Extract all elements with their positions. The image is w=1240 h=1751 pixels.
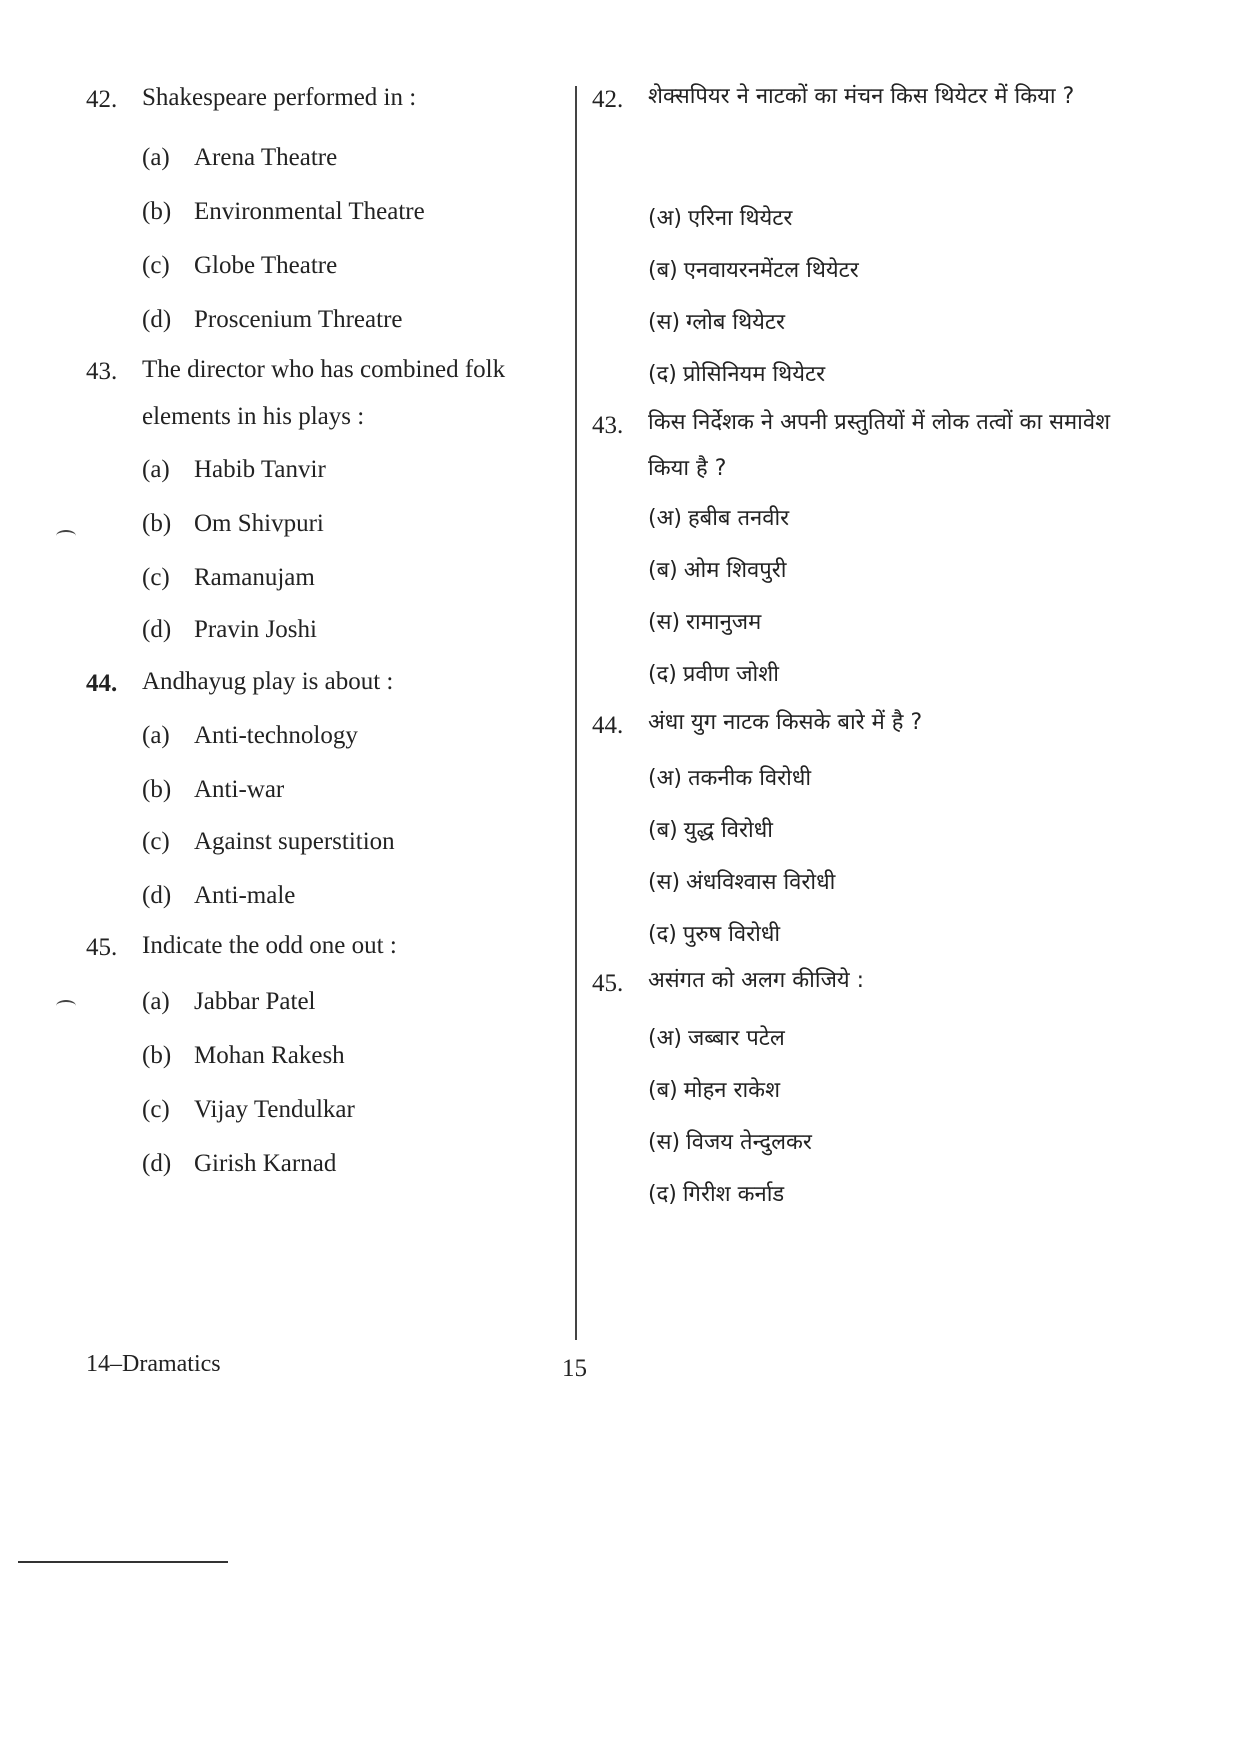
question-stem: असंगत को अलग कीजिये : — [648, 968, 865, 993]
option-label: (d) — [142, 616, 172, 643]
option-label: (a) — [142, 456, 170, 483]
option-label: (स) — [648, 610, 681, 635]
option-text: एनवायरनमेंटल थियेटर — [683, 258, 859, 283]
option-label: (b) — [142, 198, 172, 225]
option-c — [648, 606, 761, 636]
option-label: (a) — [142, 988, 170, 1015]
option-label: (c) — [142, 252, 170, 279]
option-label: (ब) — [648, 818, 678, 843]
option-text: रामानुजम — [686, 610, 762, 635]
option-a — [648, 1022, 785, 1052]
option-text: Ramanujam — [194, 564, 315, 591]
option-a — [142, 456, 326, 484]
option-text: Anti-war — [194, 776, 285, 803]
option-label: (d) — [142, 882, 172, 909]
option-label: (स) — [648, 310, 681, 335]
page-number: 15 — [562, 1355, 587, 1382]
option-d — [648, 1178, 784, 1208]
question-number: 43. — [592, 412, 624, 439]
question-stem: Indicate the odd one out : — [142, 932, 397, 959]
question-number: 45. — [86, 934, 118, 961]
option-d — [648, 658, 779, 688]
question-number: 43. — [86, 358, 118, 385]
option-a — [648, 202, 792, 232]
option-d — [142, 616, 317, 644]
option-text: अंधविश्वास विरोधी — [686, 870, 836, 895]
option-text: Girish Karnad — [194, 1150, 337, 1177]
option-text: Against superstition — [194, 828, 395, 855]
option-text: विजय तेन्दुलकर — [686, 1130, 812, 1155]
option-d — [142, 306, 403, 334]
option-c — [648, 1126, 812, 1156]
option-text: प्रवीण जोशी — [682, 662, 779, 687]
option-c — [648, 306, 785, 336]
question-number: 42. — [592, 86, 624, 113]
option-d — [648, 918, 780, 948]
option-text: Anti-male — [194, 882, 296, 909]
option-text: मोहन राकेश — [683, 1078, 781, 1103]
option-text: Environmental Theatre — [194, 198, 425, 225]
option-text: पुरुष विरोधी — [682, 922, 781, 947]
option-text: Pravin Joshi — [194, 616, 317, 643]
option-label: (ब) — [648, 558, 678, 583]
option-b — [648, 254, 859, 284]
option-c — [142, 1096, 355, 1124]
option-label: (द) — [648, 1182, 677, 1207]
option-text: Arena Theatre — [194, 144, 338, 171]
option-label: (द) — [648, 662, 677, 687]
option-label: (b) — [142, 1042, 172, 1069]
option-label: (c) — [142, 828, 170, 855]
option-text: युद्ध विरोधी — [683, 818, 773, 843]
option-a — [142, 988, 315, 1016]
option-label: (स) — [648, 1130, 681, 1155]
pen-tick-mark — [56, 1000, 76, 1012]
option-label: (a) — [142, 722, 170, 749]
option-a — [142, 144, 337, 172]
option-label: (c) — [142, 1096, 170, 1123]
option-b — [648, 814, 773, 844]
option-text: जब्बार पटेल — [687, 1026, 785, 1051]
option-text: Globe Theatre — [194, 252, 338, 279]
question-stem: अंधा युग नाटक किसके बारे में है ? — [648, 710, 923, 735]
question-stem: Shakespeare performed in : — [142, 84, 417, 111]
option-label: (अ) — [648, 506, 682, 531]
question-stem: किस निर्देशक ने अपनी प्रस्तुतियों में लोक तत्वों का समावेश किया है ? — [648, 410, 1111, 481]
option-text: Jabbar Patel — [194, 988, 316, 1015]
question-number: 45. — [592, 970, 624, 997]
option-text: Om Shivpuri — [194, 510, 324, 537]
option-label: (c) — [142, 564, 170, 591]
option-c — [142, 828, 395, 856]
question-number: 44. — [592, 712, 624, 739]
option-b — [142, 510, 324, 538]
option-text: ओम शिवपुरी — [683, 558, 787, 583]
option-label: (ब) — [648, 1078, 678, 1103]
option-b — [648, 1074, 780, 1104]
option-b — [142, 1042, 345, 1070]
option-label: (अ) — [648, 766, 682, 791]
subject-code: 14–Dramatics — [86, 1351, 221, 1377]
option-text: एरिना थियेटर — [687, 206, 793, 231]
option-a — [648, 502, 789, 532]
option-text: Mohan Rakesh — [194, 1042, 345, 1069]
option-label: (ब) — [648, 258, 678, 283]
option-c — [142, 252, 337, 280]
option-label: (अ) — [648, 206, 682, 231]
option-b — [648, 554, 786, 584]
option-label: (b) — [142, 776, 172, 803]
option-a — [648, 762, 811, 792]
option-label: (d) — [142, 1150, 172, 1177]
option-text: हबीब तनवीर — [687, 506, 790, 531]
option-a — [142, 722, 358, 750]
option-d — [142, 882, 295, 910]
option-label: (द) — [648, 922, 677, 947]
question-stem: The director who has combined folk elements in his plays : — [142, 356, 506, 430]
option-label: (द) — [648, 362, 677, 387]
pen-tick-mark — [56, 530, 76, 542]
question-number: 42. — [86, 86, 118, 113]
option-b — [142, 198, 425, 226]
option-b — [142, 776, 284, 804]
question-number: 44. — [86, 670, 118, 697]
option-text: Anti-technology — [194, 722, 358, 749]
option-c — [648, 866, 835, 896]
question-stem: Andhayug play is about : — [142, 668, 394, 695]
option-text: ग्लोब थियेटर — [686, 310, 786, 335]
option-text: Proscenium Threatre — [194, 306, 403, 333]
option-text: गिरीश कर्नाड — [682, 1182, 785, 1207]
option-label: (a) — [142, 144, 170, 171]
option-d — [142, 1150, 336, 1178]
question-stem: शेक्सपियर ने नाटकों का मंचन किस थियेटर में किया ? — [648, 84, 1075, 109]
option-label: (स) — [648, 870, 681, 895]
footnote-rule — [18, 1561, 228, 1563]
column-divider — [575, 86, 577, 1340]
option-d — [648, 358, 825, 388]
option-text: Habib Tanvir — [194, 456, 326, 483]
option-label: (अ) — [648, 1026, 682, 1051]
option-label: (b) — [142, 510, 172, 537]
option-c — [142, 564, 315, 592]
option-text: Vijay Tendulkar — [194, 1096, 355, 1123]
option-text: तकनीक विरोधी — [687, 766, 812, 791]
option-label: (d) — [142, 306, 172, 333]
option-text: प्रोसिनियम थियेटर — [682, 362, 826, 387]
